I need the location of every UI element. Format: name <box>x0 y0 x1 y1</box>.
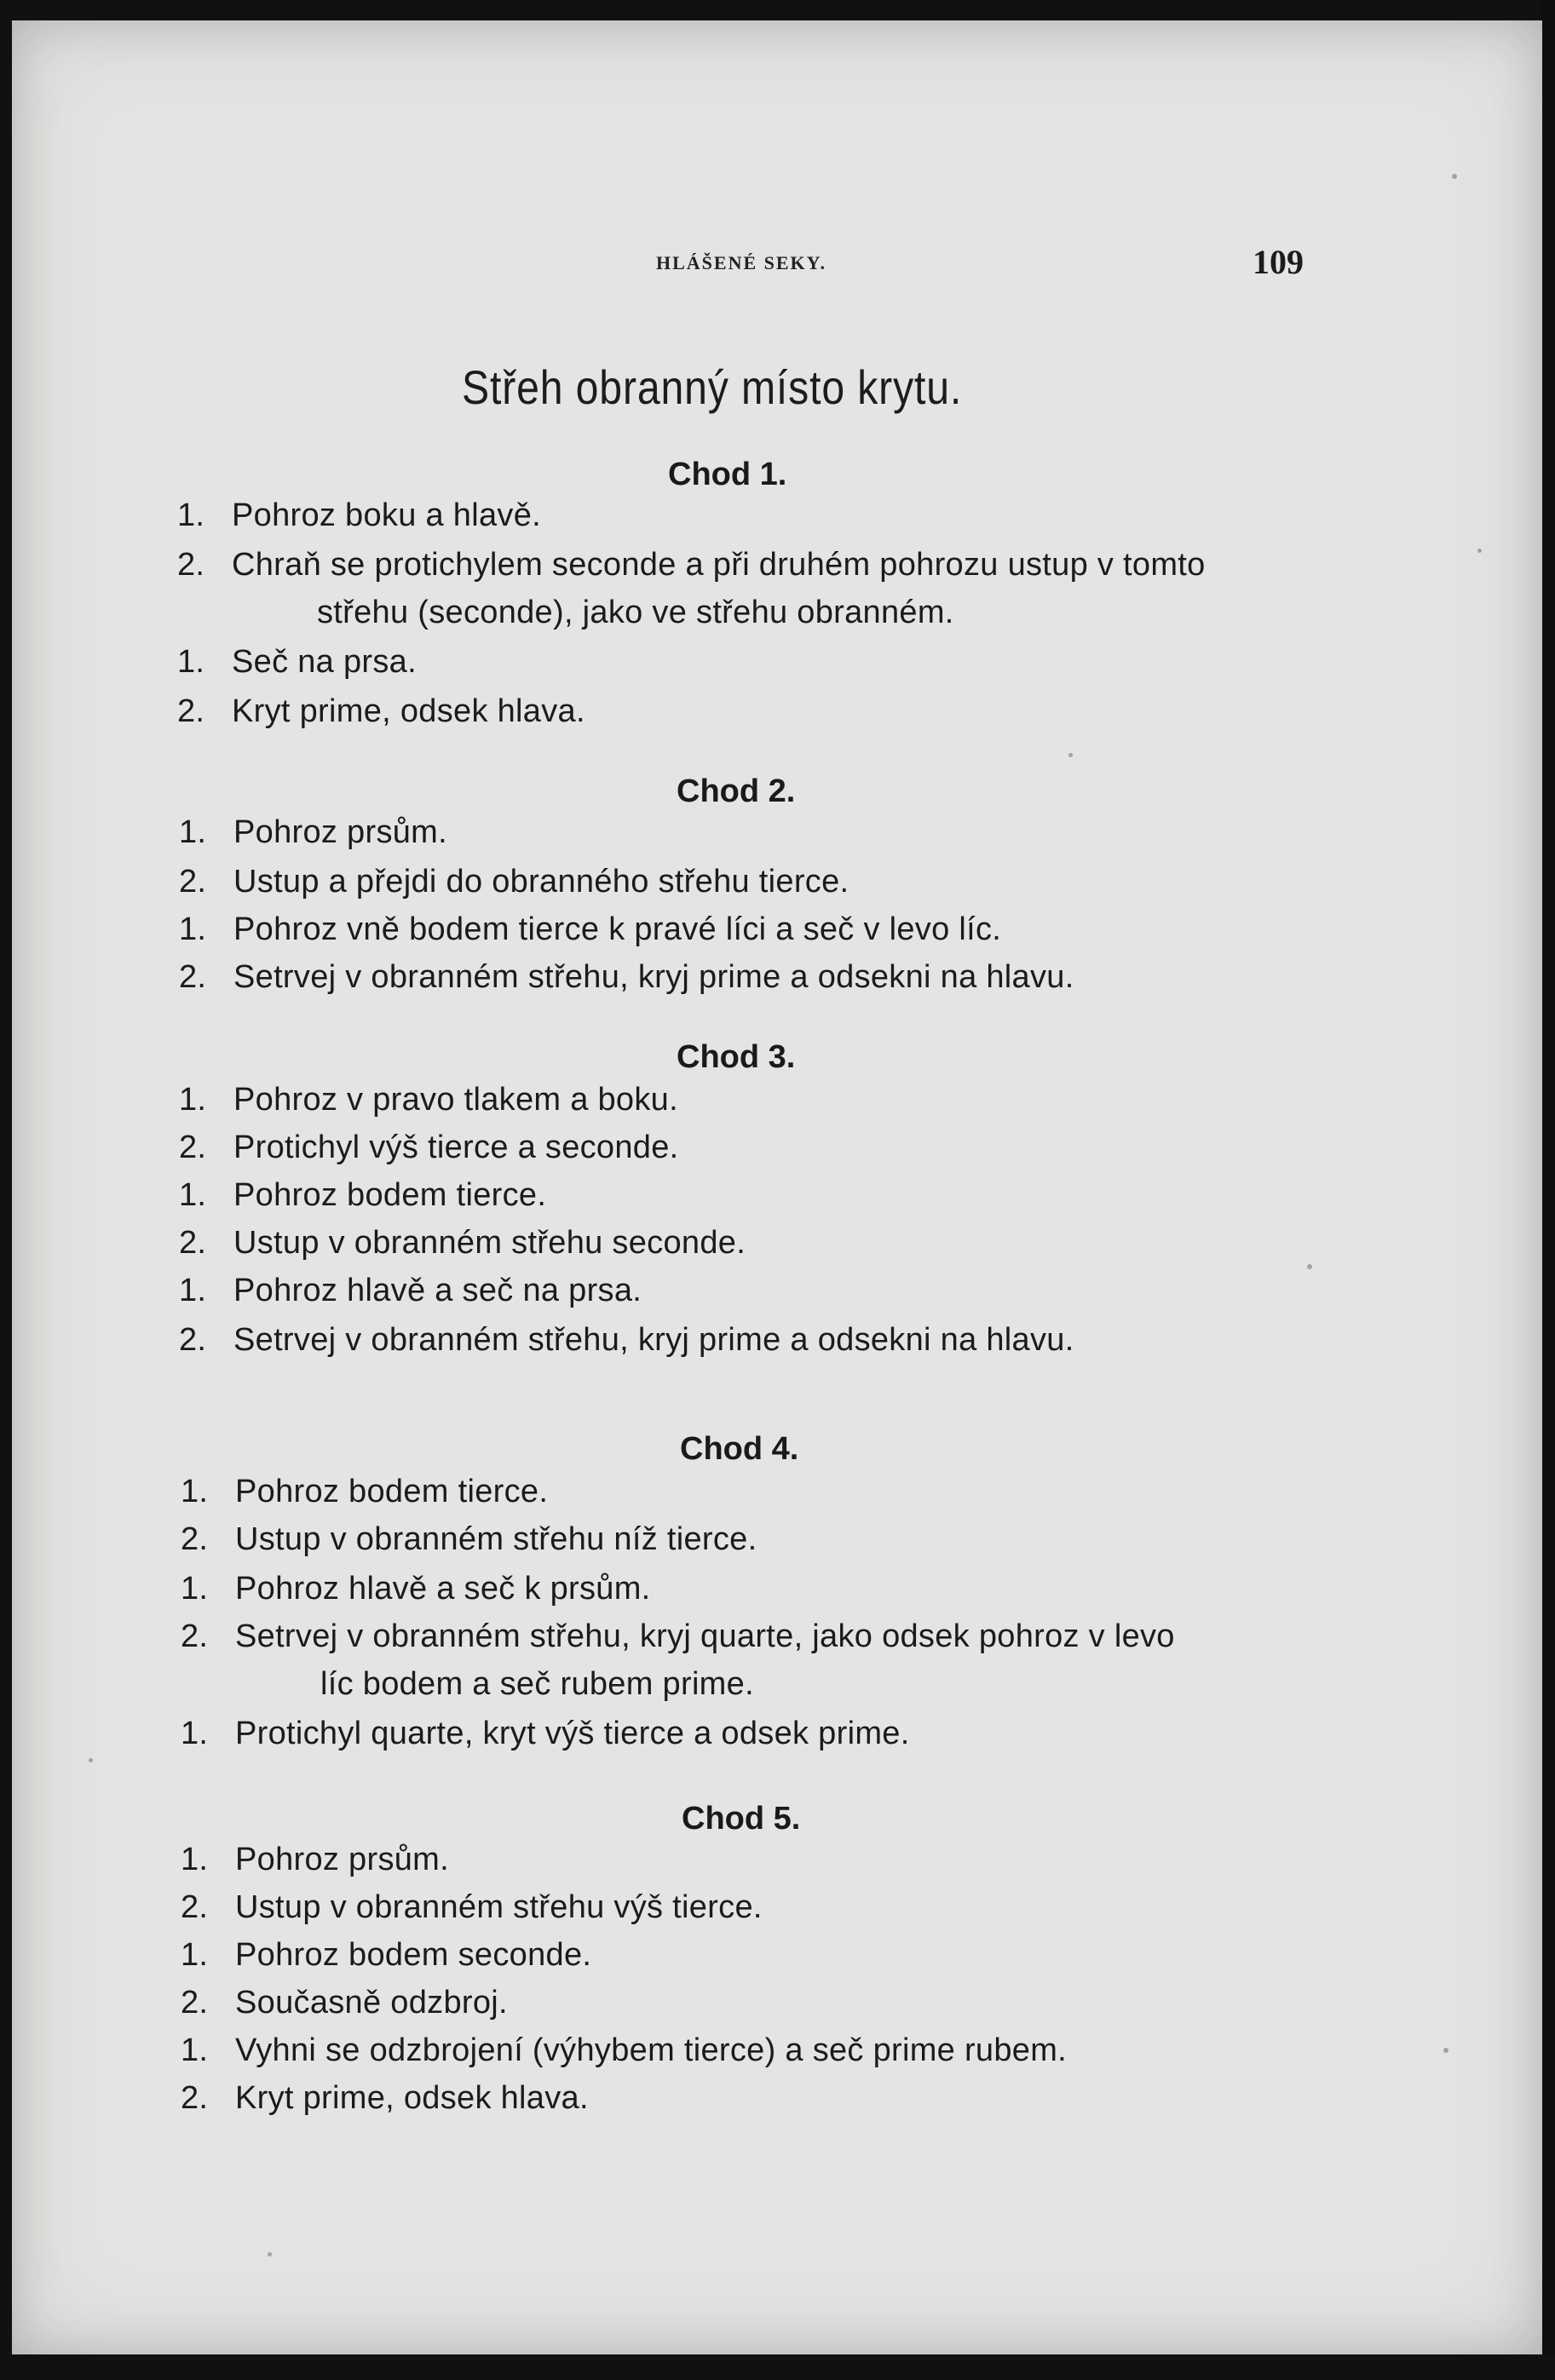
line-number: 2. <box>181 1521 209 1557</box>
paper-speck <box>1452 174 1457 179</box>
line-text: Kryt prime, odsek hlava. <box>232 693 585 729</box>
line-text: Protichyl výš tierce a seconde. <box>233 1130 679 1165</box>
line-number: 1. <box>181 1474 209 1509</box>
line-number: 1. <box>179 1082 207 1118</box>
text-line <box>179 1225 746 1262</box>
text-line <box>181 1571 651 1607</box>
line-text: Vyhni se odzbrojení (výhybem tierce) a seč prime rubem. <box>235 2032 1068 2068</box>
section-heading: Chod 3. <box>677 1039 796 1075</box>
text-line <box>181 1474 548 1510</box>
line-text: Pohroz hlavě a seč k prsům. <box>235 1571 651 1607</box>
text-line <box>320 1666 754 1703</box>
text-line <box>179 1177 546 1214</box>
text-line <box>177 497 541 534</box>
text-line <box>181 2080 589 2117</box>
line-text: Setrvej v obranném střehu, kryj prime a odsekni na hlavu. <box>233 959 1074 995</box>
line-text: Pohroz hlavě a seč na prsa. <box>233 1273 642 1308</box>
line-text: Chraň se protichylem seconde a při druhém pohrozu ustup v tomto <box>232 547 1206 583</box>
line-number: 2. <box>181 2080 209 2116</box>
line-text: Pohroz boku a hlavě. <box>232 497 542 533</box>
text-line <box>181 1521 757 1558</box>
text-line <box>179 959 1074 996</box>
text-line <box>179 1130 679 1166</box>
line-number: 2. <box>179 864 207 900</box>
text-line <box>181 1889 763 1926</box>
text-line <box>179 1082 678 1118</box>
line-text: Pohroz bodem tierce. <box>235 1474 549 1509</box>
scan-border-left <box>0 0 12 2380</box>
line-number: 2. <box>181 1889 209 1925</box>
line-text: Protichyl quarte, kryt výš tierce a odsek prime. <box>235 1716 910 1751</box>
paper-speck <box>89 1758 93 1762</box>
line-text: Setrvej v obranném střehu, kryj quarte, jako odsek pohroz v levo <box>235 1618 1175 1654</box>
line-number: 1. <box>177 497 205 533</box>
paper-speck <box>1443 2048 1448 2053</box>
section-heading: Chod 5. <box>682 1801 801 1837</box>
line-number: 2. <box>177 547 205 583</box>
line-number: 2. <box>181 1618 209 1654</box>
text-line <box>177 547 1206 584</box>
line-number: 1. <box>181 1716 209 1751</box>
line-text: líc bodem a seč rubem prime. <box>320 1666 754 1702</box>
line-number: 1. <box>179 1273 207 1308</box>
running-header: HLÁŠENÉ SEKY. <box>656 252 827 273</box>
line-number: 2. <box>179 1225 207 1261</box>
text-line <box>181 2032 1067 2069</box>
line-text: Ustup a přejdi do obranného střehu tierce. <box>233 864 849 900</box>
line-text: Pohroz v pravo tlakem a boku. <box>233 1082 678 1118</box>
line-text: Pohroz prsům. <box>233 814 447 850</box>
text-line <box>317 595 954 631</box>
line-number: 2. <box>177 693 205 729</box>
section-heading: Chod 1. <box>668 457 787 492</box>
line-text: Ustup v obranném střehu níž tierce. <box>235 1521 757 1557</box>
text-line <box>179 1273 642 1309</box>
paper-speck <box>268 2252 272 2256</box>
section-heading: Chod 4. <box>680 1431 799 1467</box>
line-text: Pohroz vně bodem tierce k pravé líci a seč v levo líc. <box>233 911 1002 947</box>
line-number: 2. <box>179 959 207 995</box>
line-text: Ustup v obranném střehu seconde. <box>233 1225 746 1261</box>
paper-speck <box>1477 549 1482 553</box>
text-line <box>179 864 849 900</box>
line-number: 1. <box>179 1177 207 1213</box>
line-text: Současně odzbroj. <box>235 1985 508 2021</box>
text-line <box>177 644 417 681</box>
page-number: 109 <box>1253 243 1304 281</box>
line-text: Kryt prime, odsek hlava. <box>235 2080 589 2116</box>
line-number: 2. <box>179 1130 207 1165</box>
line-text: střehu (seconde), jako ve střehu obranném. <box>317 595 954 630</box>
paper-speck <box>1307 1264 1312 1269</box>
text-line <box>181 1937 591 1974</box>
page-title: Střeh obranný místo krytu. <box>462 360 963 414</box>
scan-border-top <box>0 0 1555 20</box>
line-number: 1. <box>181 1842 209 1877</box>
text-line <box>179 814 447 851</box>
line-number: 1. <box>181 1937 209 1973</box>
line-text: Ustup v obranném střehu výš tierce. <box>235 1889 763 1925</box>
line-number: 2. <box>179 1322 207 1358</box>
text-line <box>181 1985 508 2021</box>
scan-border-right <box>1541 0 1555 2380</box>
line-text: Pohroz bodem seconde. <box>235 1937 592 1973</box>
line-number: 1. <box>177 644 205 680</box>
line-text: Pohroz prsům. <box>235 1842 449 1877</box>
text-line <box>181 1618 1175 1655</box>
text-line <box>181 1842 449 1878</box>
line-number: 2. <box>181 1985 209 2021</box>
line-text: Pohroz bodem tierce. <box>233 1177 547 1213</box>
text-line <box>179 911 1001 948</box>
section-heading: Chod 2. <box>677 773 796 809</box>
line-number: 1. <box>181 1571 209 1607</box>
text-line <box>179 1322 1074 1359</box>
text-line <box>177 693 585 730</box>
line-number: 1. <box>181 2032 209 2068</box>
line-text: Seč na prsa. <box>232 644 417 680</box>
paper-speck <box>1068 753 1073 757</box>
line-number: 1. <box>179 814 207 850</box>
scan-border-bottom <box>0 2354 1555 2380</box>
line-number: 1. <box>179 911 207 947</box>
line-text: Setrvej v obranném střehu, kryj prime a odsekni na hlavu. <box>233 1322 1074 1358</box>
book-page <box>12 20 1542 2354</box>
text-line <box>181 1716 910 1752</box>
